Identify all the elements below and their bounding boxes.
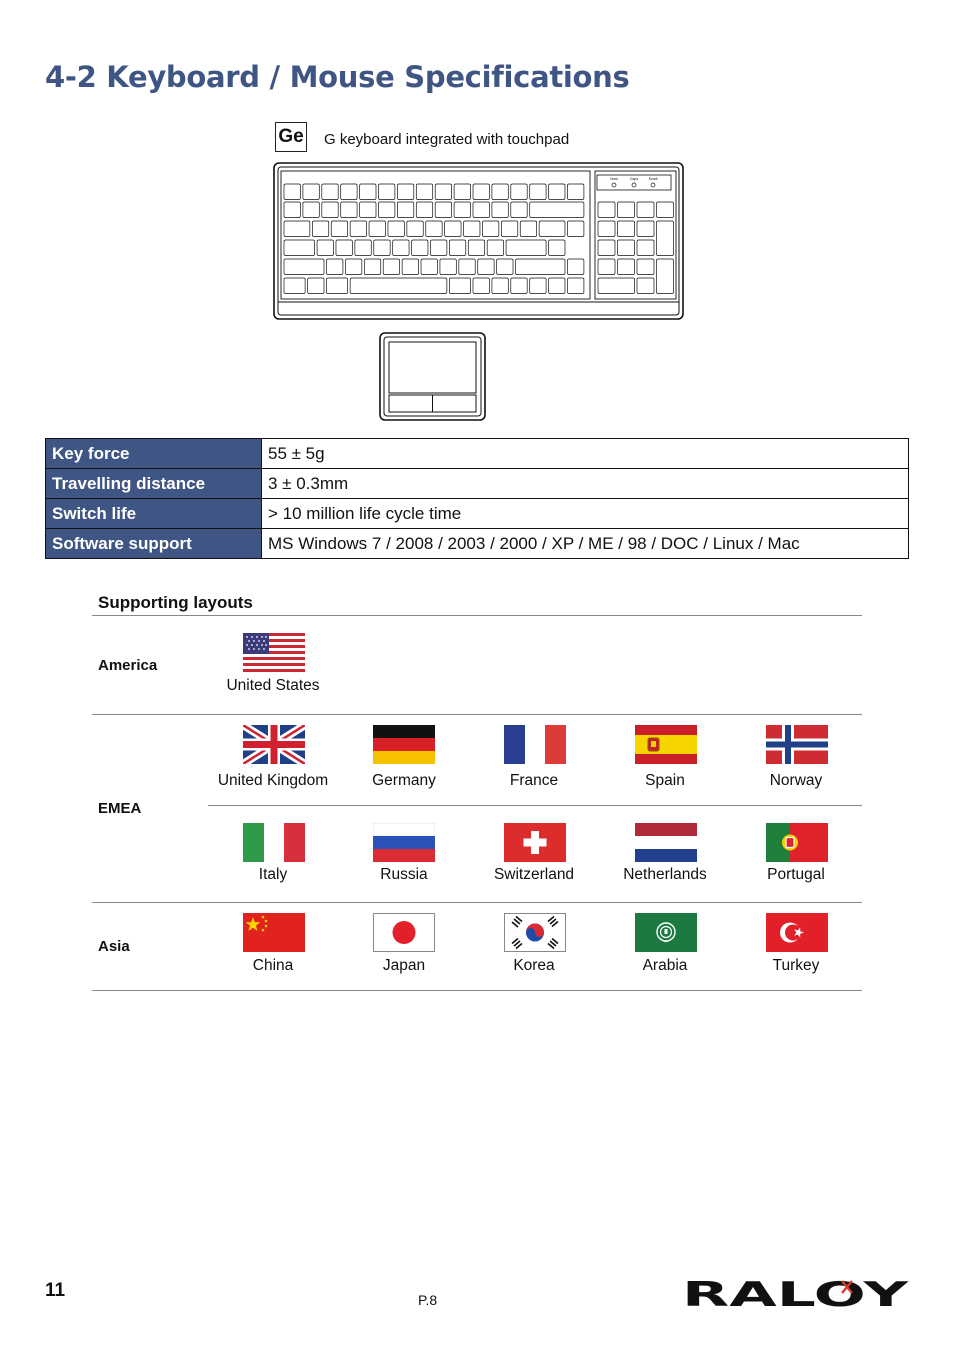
keyboard-key (511, 184, 527, 200)
keyboard-key (516, 259, 565, 275)
keyboard-key (530, 202, 584, 218)
keyboard-key (322, 184, 338, 200)
touchpad-illustration (379, 332, 486, 422)
keyboard-key (618, 202, 635, 218)
keyboard-key (454, 202, 470, 218)
keyboard-key (549, 184, 565, 200)
keyboard-key (530, 278, 546, 294)
keyboard-key (327, 278, 348, 294)
keyboard-key (336, 240, 352, 256)
flag-netherlands-icon (635, 823, 697, 862)
keyboard-key (568, 259, 584, 275)
country-label: United States (226, 677, 320, 694)
keyboard-key (539, 221, 565, 237)
keyboard-key (284, 202, 300, 218)
spec-value: 55 ± 5g (262, 439, 909, 469)
keyboard-key (511, 202, 527, 218)
keyboard-key (520, 221, 536, 237)
keyboard-key (284, 259, 324, 275)
flag-france-icon (504, 725, 566, 764)
keyboard-key (345, 259, 361, 275)
flag-switzerland-icon (504, 823, 566, 862)
flag-norway-icon (766, 725, 828, 764)
keyboard-key (492, 202, 508, 218)
page-number: 11 (45, 1280, 66, 1301)
keyboard-key (317, 240, 333, 256)
flag-arabia-icon (635, 913, 697, 952)
keyboard-key (468, 240, 484, 256)
keyboard-key (657, 221, 674, 256)
keyboard-key (598, 240, 615, 256)
keyboard-key (618, 240, 635, 256)
keyboard-key (454, 184, 470, 200)
keyboard-key (637, 221, 654, 237)
keyboard-key (445, 221, 461, 237)
country-label: Turkey (772, 957, 820, 974)
keyboard-key (383, 259, 399, 275)
indicator-label: Scroll (648, 177, 658, 181)
keyboard-key (473, 278, 489, 294)
keyboard-key (284, 221, 310, 237)
keyboard-key (492, 278, 508, 294)
model-badge: Ge (275, 122, 307, 152)
indicator-label: Caps (629, 177, 639, 181)
keyboard-key (374, 240, 390, 256)
keyboard-key (568, 221, 584, 237)
flag-italy-icon (243, 823, 305, 862)
country-label: Russia (380, 866, 428, 883)
spec-label: Switch life (46, 499, 262, 529)
flag-japan-icon (373, 913, 435, 952)
keyboard-key (412, 240, 428, 256)
keyboard-key (637, 278, 654, 294)
keyboard-key (618, 221, 635, 237)
keyboard-key (360, 202, 376, 218)
country-label: Italy (258, 866, 288, 883)
spec-row-switch-life (46, 499, 909, 529)
keyboard-key (312, 221, 328, 237)
keyboard-key (284, 240, 315, 256)
indicator-label: Num (610, 177, 618, 181)
keyboard-key (482, 221, 498, 237)
flag-turkey-icon (766, 913, 828, 952)
keyboard-key (341, 202, 357, 218)
country-label: Japan (382, 957, 426, 974)
keyboard-key (416, 202, 432, 218)
keyboard-key (327, 259, 343, 275)
country-label: France (509, 772, 559, 789)
keyboard-key (426, 221, 442, 237)
keyboard-key (369, 221, 385, 237)
keyboard-key (598, 278, 635, 294)
keyboard-key (618, 259, 635, 275)
keyboard-key (501, 221, 517, 237)
flag-uk-icon (243, 725, 305, 764)
keyboard-key (355, 240, 371, 256)
keyboard-key (568, 184, 584, 200)
divider (92, 902, 862, 903)
keyboard-key (322, 202, 338, 218)
supporting-layouts-heading: Supporting layouts (98, 593, 253, 612)
keyboard-key (637, 240, 654, 256)
spec-table (45, 438, 909, 559)
flag-spain-icon (635, 725, 697, 764)
keyboard-key (497, 259, 513, 275)
raloy-logo (682, 1277, 910, 1311)
country-label: Arabia (642, 957, 688, 974)
keyboard-key (449, 240, 465, 256)
spec-row-travelling-distance (46, 469, 909, 499)
model-description: G keyboard integrated with touchpad (324, 131, 570, 148)
country-label: Spain (645, 772, 685, 789)
flag-germany-icon (373, 725, 435, 764)
keyboard-key (568, 278, 584, 294)
keyboard-key (511, 278, 527, 294)
keyboard-key (637, 259, 654, 275)
divider (92, 990, 862, 991)
keyboard-key (303, 184, 319, 200)
country-label: Germany (372, 772, 436, 789)
keyboard-key (473, 184, 489, 200)
keyboard-key (598, 221, 615, 237)
spec-row-software-support (46, 529, 909, 559)
keyboard-key (598, 202, 615, 218)
divider (208, 805, 862, 806)
keyboard-key (487, 240, 503, 256)
keyboard-key (364, 259, 380, 275)
keyboard-key (435, 184, 451, 200)
page-title: 4-2 Keyboard / Mouse Specifications (45, 60, 630, 94)
page-code: P.8 (418, 1292, 438, 1308)
keyboard-key (464, 221, 480, 237)
country-label: China (252, 957, 294, 974)
keyboard-key (284, 278, 305, 294)
keyboard-key (598, 259, 615, 275)
keyboard-key (284, 184, 300, 200)
keyboard-illustration (273, 162, 685, 322)
keyboard-key (379, 184, 395, 200)
spec-value: 3 ± 0.3mm (262, 469, 909, 499)
keyboard-key (637, 202, 654, 218)
keyboard-key (416, 184, 432, 200)
spec-value: > 10 million life cycle time (262, 499, 909, 529)
region-asia: Asia (98, 938, 130, 955)
flag-korea-icon (504, 913, 566, 952)
flag-us-icon (243, 633, 305, 672)
flag-russia-icon (373, 823, 435, 862)
keyboard-key (331, 221, 347, 237)
keyboard-key (449, 278, 470, 294)
keyboard-key (421, 259, 437, 275)
keyboard-key (397, 202, 413, 218)
keyboard-key (473, 202, 489, 218)
keyboard-key (492, 184, 508, 200)
divider (92, 714, 862, 715)
country-label: United Kingdom (217, 772, 329, 789)
country-label: Portugal (767, 866, 825, 883)
keyboard-key (435, 202, 451, 218)
keyboard-key (478, 259, 494, 275)
divider (92, 615, 862, 616)
keyboard-key (393, 240, 409, 256)
keyboard-key (397, 184, 413, 200)
country-label: Korea (513, 957, 555, 974)
keyboard-key (430, 240, 446, 256)
spec-value: MS Windows 7 / 2008 / 2003 / 2000 / XP / ME / 98 / DOC / Linux / Mac (262, 529, 909, 559)
keyboard-key (506, 240, 546, 256)
keyboard-key (350, 221, 366, 237)
keyboard-key (388, 221, 404, 237)
keyboard-key (402, 259, 418, 275)
keyboard-key (350, 278, 447, 294)
flag-china-icon (243, 913, 305, 952)
region-america: America (98, 657, 158, 674)
country-label: Netherlands (623, 866, 707, 883)
keyboard-key (407, 221, 423, 237)
spec-label: Travelling distance (46, 469, 262, 499)
keyboard-key (308, 278, 324, 294)
keyboard-key (379, 202, 395, 218)
keyboard-key (440, 259, 456, 275)
keyboard-key (341, 184, 357, 200)
spec-label: Software support (46, 529, 262, 559)
spec-label: Key force (46, 439, 262, 469)
keyboard-key (360, 184, 376, 200)
keyboard-key (459, 259, 475, 275)
keyboard-key (549, 240, 565, 256)
keyboard-key (549, 278, 565, 294)
country-label: Norway (769, 772, 823, 789)
keyboard-key (530, 184, 546, 200)
keyboard-key (657, 259, 674, 294)
flag-portugal-icon (766, 823, 828, 862)
spec-row-key-force (46, 439, 909, 469)
brand-text: RALOY (682, 1277, 909, 1311)
keyboard-key (657, 202, 674, 218)
keyboard-key (303, 202, 319, 218)
region-emea: EMEA (98, 800, 142, 817)
country-label: Switzerland (493, 866, 575, 883)
